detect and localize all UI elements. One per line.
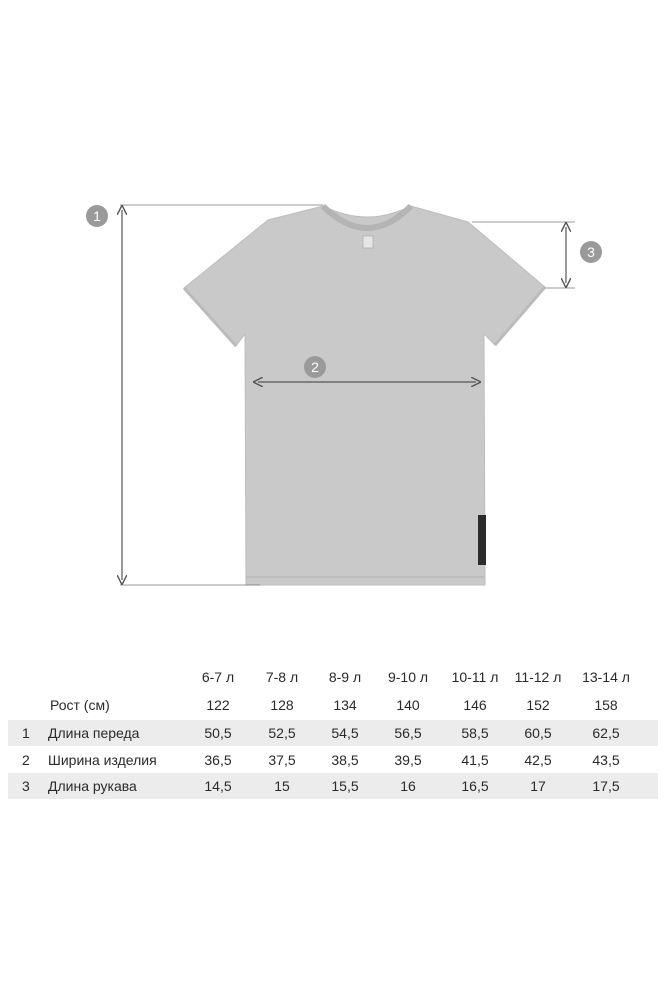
age-header: 10-11 л	[451, 669, 499, 685]
table-cell: 152	[526, 697, 550, 713]
row-label: Длина рукава	[48, 778, 137, 794]
age-header: 7-8 л	[265, 669, 299, 685]
marker-2-label: 2	[311, 359, 319, 375]
table-cell: 146	[463, 697, 487, 713]
age-header: 8-9 л	[328, 669, 362, 685]
age-header: 11-12 л	[514, 669, 562, 685]
table-cell: 16,5	[461, 778, 489, 794]
height-row	[8, 692, 658, 718]
table-cell: 17,5	[592, 778, 620, 794]
row-number: 2	[22, 752, 30, 768]
table-cell: 58,5	[461, 725, 489, 741]
table-cell: 62,5	[592, 725, 620, 741]
table-cell: 15	[274, 778, 290, 794]
table-cell: 15,5	[331, 778, 359, 794]
table-row-sleeve-length	[8, 773, 658, 799]
table-row-front-length	[8, 720, 658, 746]
table-cell: 38,5	[331, 752, 359, 768]
table-cell: 16	[400, 778, 416, 794]
marker-3-label: 3	[587, 244, 595, 260]
table-cell: 56,5	[394, 725, 422, 741]
table-cell: 122	[206, 697, 230, 713]
row-number: 1	[22, 725, 30, 741]
age-header-row	[8, 664, 658, 690]
table-cell: 54,5	[331, 725, 359, 741]
tshirt-illustration	[184, 206, 545, 585]
table-cell: 42,5	[524, 752, 552, 768]
marker-1-label: 1	[93, 208, 101, 224]
age-header: 9-10 л	[387, 669, 429, 685]
table-cell: 128	[270, 697, 294, 713]
row-label: Длина переда	[48, 725, 140, 741]
height-row-label: Рост (см)	[50, 697, 110, 713]
table-cell: 43,5	[592, 752, 620, 768]
row-number: 3	[22, 778, 30, 794]
table-cell: 52,5	[268, 725, 296, 741]
age-header: 13-14 л	[582, 669, 630, 685]
row-label: Ширина изделия	[48, 752, 157, 768]
table-row-width	[8, 747, 658, 773]
table-cell: 140	[396, 697, 420, 713]
table-cell: 39,5	[394, 752, 422, 768]
table-cell: 41,5	[461, 752, 489, 768]
table-cell: 50,5	[204, 725, 232, 741]
table-cell: 60,5	[524, 725, 552, 741]
table-cell: 158	[594, 697, 618, 713]
table-cell: 134	[333, 697, 357, 713]
age-header: 6-7 л	[201, 669, 235, 685]
table-cell: 14,5	[204, 778, 232, 794]
table-cell: 17	[530, 778, 546, 794]
table-cell: 36,5	[204, 752, 232, 768]
table-cell: 37,5	[268, 752, 296, 768]
